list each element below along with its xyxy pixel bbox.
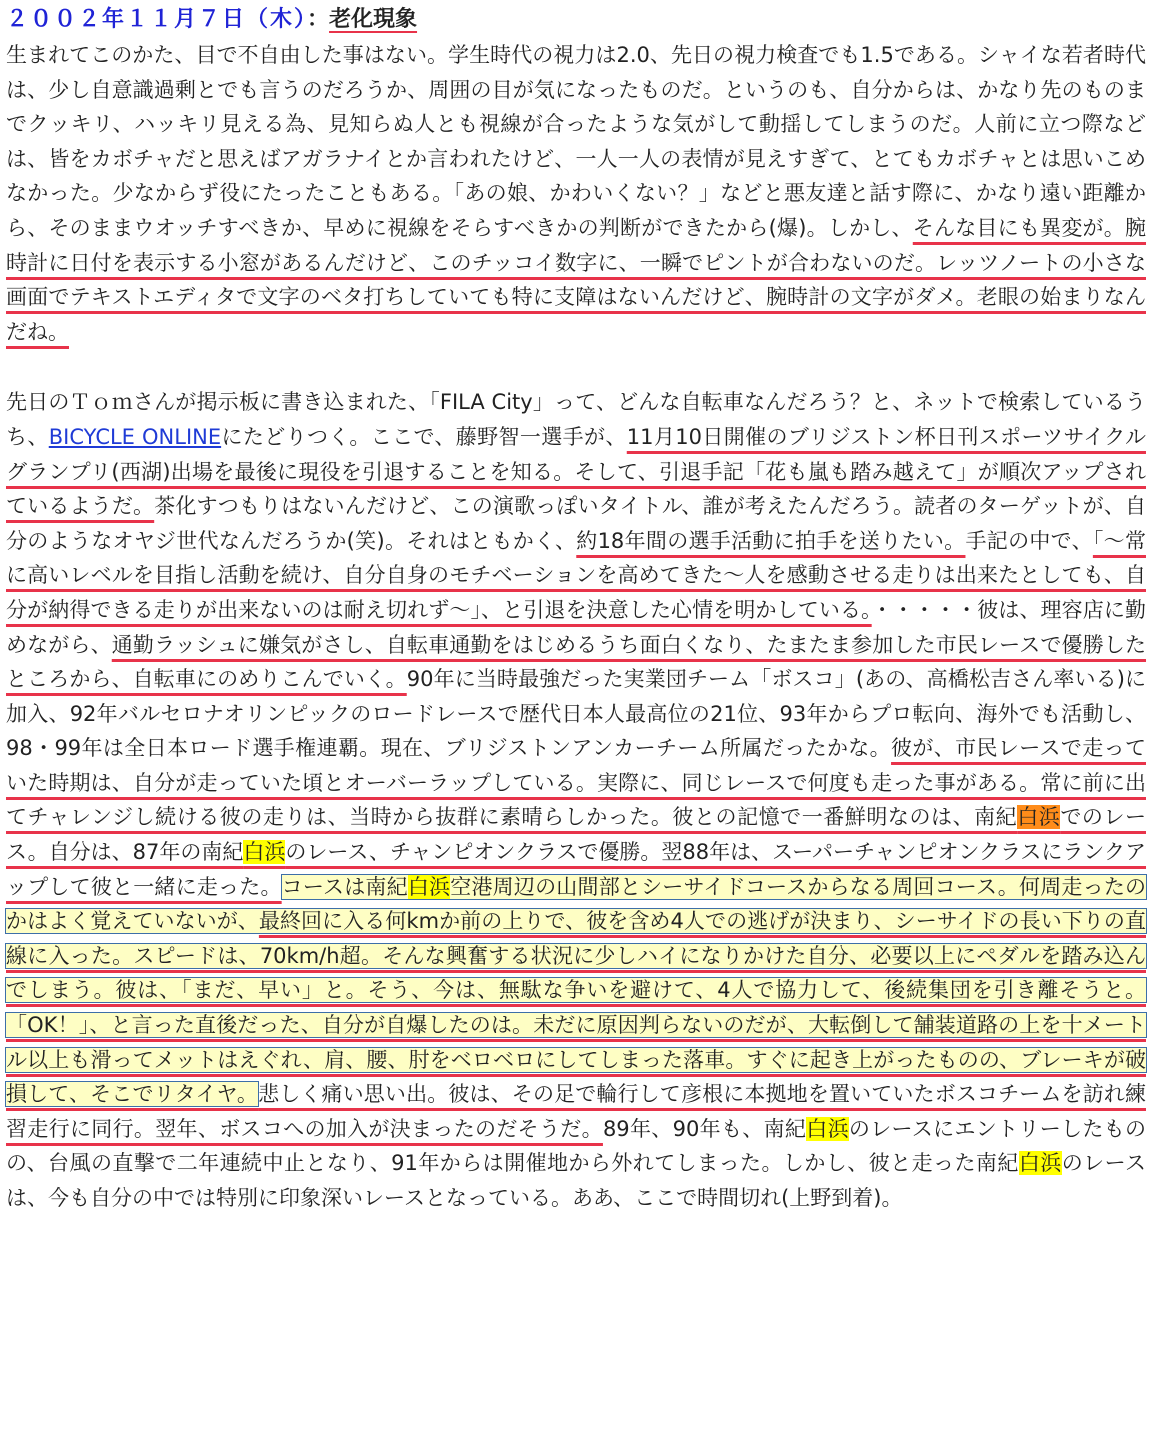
para2-text-3: 茶化すつもりはないんだけど、この演歌っぽいタイトル、誰が考えたんだろう。読者のターゲットが、自分のようなオヤジ世代なんだろうか(笑)。それはともかく、 — [6, 494, 1147, 553]
para1-text: 生まれてこのかた、目で不自由した事はない。学生時代の視力は2.0、先日の視力検査でも1.5である。シャイな若者時代は、少し自意識過剰とでも言うのだろうか、周囲の目が気になったものだ。というのも、自分からは、かなり先のものまでクッキリ、ハッキリ見える為、見知らぬ人とも視線が合ったような気がして動揺してしまうのだ。人前に立つ際などは、皆をカボチャだと思えばアガラナイとか言われたけど、一人一人の表情が見えすぎて、とてもカボチャとは思いこめなかった。少なからず役にたったこともある。「あの娘、かわいくない？」などと悪友達と話す際に、かなり遠い距離から、そのままウオッチすべきか、早めに視線をそらすべきかの判断ができたから(爆)。しかし、 — [6, 43, 1146, 240]
box-underlined: 最終回に入る何kmか前の上りで、彼を含め4人での逃げが決まり、シーサイドの長い下りの直線に入った。スピードは、70km/h超。そんな興奮する状況に少しハイになりかけた自分、必要以上にペダルを踏み込んでしまう。彼は、「まだ、早い」と。そう、今は、無駄な争いを避けて、4人で協力して、後続集団を引き離そうと。「OK！」、と言った直後だった、自分が自爆したのは。未だに原因判らないのだが、大転倒して舗装道路の上を十メートル以上も滑ってメットはえぐれ、肩、腰、肘をベロベロにしてしまった落車。すぐに起き上がったものの、ブレーキが破損して、そこでリタイヤ。 — [6, 909, 1146, 1107]
para2-text-2: にたどりつく。ここで、藤野智一選手が、 — [221, 424, 627, 449]
shirahama-highlight-4: 白浜 — [1018, 1151, 1062, 1176]
shirahama-highlight-2: 白浜 — [407, 874, 451, 899]
para2-underlined-5b: でのレース。自分は、87年の南紀 — [6, 805, 1146, 865]
shirahama-highlight-orange: 白浜 — [1017, 805, 1061, 830]
para2-underlined-4: 通勤ラッシュに嫌気がさし、自転車通勤をはじめるうち面白くなり、たまたま参加した市民レースで優勝したところから、自転車にのめりこんでいく。 — [6, 632, 1147, 692]
entry-header — [6, 4, 1146, 36]
bicycle-online-link[interactable]: BICYCLE ONLINE — [48, 424, 222, 449]
box-text-1: コースは南紀 — [281, 874, 408, 899]
para1-underlined: そんな目にも異変が。腕時計に日付を表示する小窓があるんだけど、このチッコイ数字に、一瞬でピントが合わないのだ。レッツノートの小さな画面でテキストエディタで文字のベタ打ちしていても特に支障はないんだけど、腕時計の文字がダメ。老眼の始まりなんだね。 — [6, 215, 1147, 344]
para2-text-8: のレースにエントリーしたものの、台風の直撃で二年連続中止となり、91年からは開催地から外れてしまった。しかし、彼と走った南紀 — [6, 1116, 1147, 1176]
para2-underlined-5c: のレース、チャンピオンクラスで優勝。翌88年は、スーパーチャンピオンクラスにランクアップして彼と一緒に走った。 — [6, 840, 1147, 899]
para2-underlined-3: 「～常に高いレベルを目指し活動を続け、自分自身のモチベーションを高めてきた～人を感動させる走りは出来たとしても、自分が納得できる走りが出来ないのは耐え切れず～」、と引退を決意した心情を明かしている。 — [6, 528, 1146, 622]
shirahama-highlight-1: 白浜 — [243, 840, 286, 865]
box-text-2: 空港周辺の山間部とシーサイドコースからなる周回コース。何周走ったのかはよく覚えていないが、 — [6, 874, 1147, 934]
header-colon: ： — [307, 7, 330, 32]
para2-text-4: 手記の中で、 — [965, 528, 1093, 553]
para2-underlined-1: 11月10日開催のブリジストン杯日刊スポーツサイクルグランプリ(西湖)出場を最後に現役を引退することを知る。そして、引退手記「花も嵐も踏み越えて」が順次アップされているようだ。 — [6, 424, 1146, 519]
shirahama-highlight-3: 白浜 — [806, 1116, 849, 1141]
crash-story-box — [6, 875, 1146, 1107]
para2-text-6: 90年に当時最強だった実業団チーム「ボスコ」(あの、高橋松吉さん率いる)に加入、92年バルセロナオリンピックのロードレースで歴代日本人最高位の21位、93年からプロ転向、海外でも活動し、98・99年は全日本ロード選手権連覇。現在、ブリジストンアンカーチーム所属だったかな。 — [6, 667, 1146, 761]
para2-text-9: のレースは、今も自分の中では特別に印象深いレースとなっている。ああ、ここで時間切れ(上野到着)。 — [6, 1151, 1146, 1210]
para2-text-1: 先日のＴｏｍさんが掲示板に書き込まれた、「FILA City」って、どんな自転車なんだろう？と、ネットで検索しているうち、 — [6, 390, 1146, 449]
para2-text-5: ・・・・・彼は、理容店に勤めながら、 — [6, 597, 1147, 657]
entry-title: 老化現象 — [329, 7, 418, 32]
entry-date: ２００２年１１月７日（木） — [6, 7, 308, 32]
paragraph-gap — [6, 349, 1146, 385]
para2-underlined-5a: 彼が、市民レースで走っていた時期は、自分が走っていた頃とオーバーラップしている。実際に、同じレースで何度も走った事がある。常に前に出てチャレンジし続ける彼の走りは、当時から抜群に素晴らしかった。彼との記憶で一番鮮明なのは、南紀 — [6, 736, 1146, 830]
para2-underlined-2: 約18年間の選手活動に拍手を送りたい。 — [576, 528, 966, 553]
para2-text-7: 89年、90年も、南紀 — [602, 1116, 807, 1141]
paragraph-fujino — [6, 385, 1146, 1215]
paragraph-eyesight — [6, 38, 1146, 349]
para2-underlined-6: 悲しく痛い思い出。彼は、その足で輪行して彦根に本拠地を置いていたボスコチームを訪れ練習走行に同行。翌年、ボスコへの加入が決まったのだそうだ。 — [6, 1082, 1146, 1141]
